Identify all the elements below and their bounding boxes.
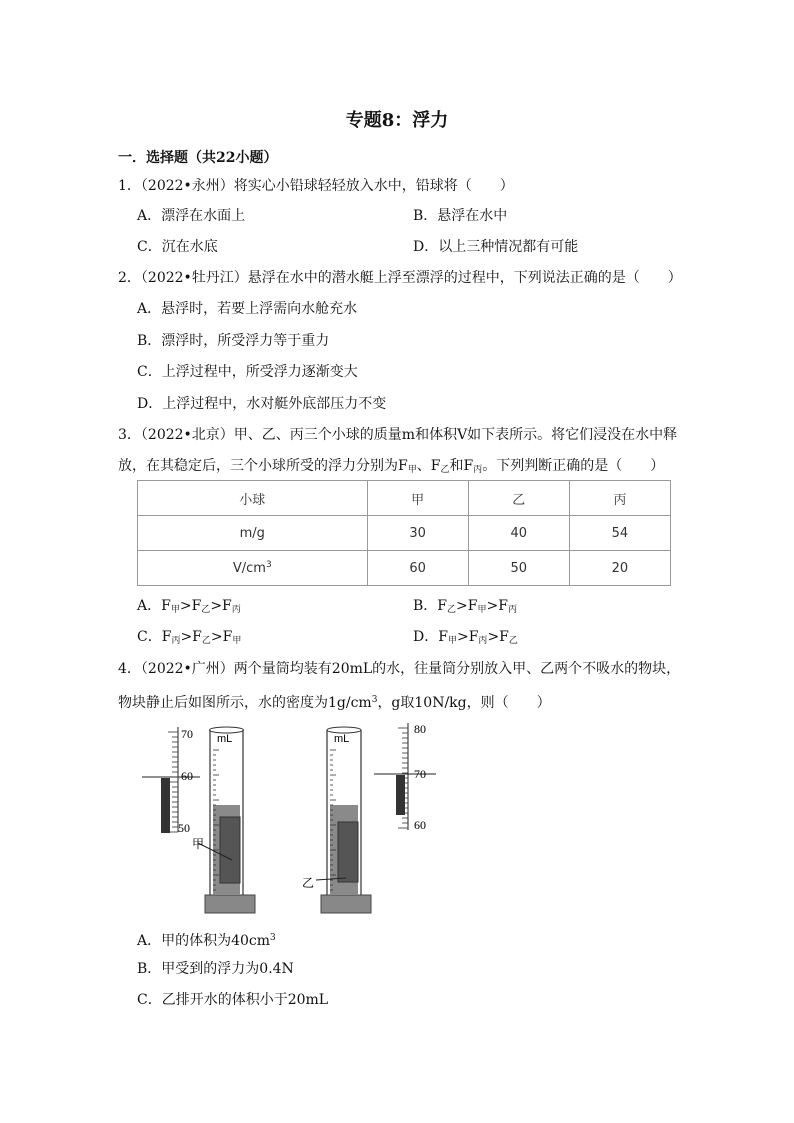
cylinder-unit-label: mL <box>217 733 233 745</box>
question-1-option-a: A．漂浮在水面上 <box>137 208 246 224</box>
question-3-option-c: C．$F_丙>F_乙>F_甲$ <box>137 629 242 646</box>
question-3-stem-line1: 3．（2022•北京）甲、乙、丙三个小球的质量m和体积V如下表所示。将它们浸没在水中释 <box>118 427 678 443</box>
table-cell: $V/cm^3$ <box>138 551 368 586</box>
question-3-option-d: D．$F_甲>F_丙>F_乙$ <box>413 629 518 646</box>
question-2-option-a: A．悬浮时，若要上浮需向水舱充水 <box>137 301 358 317</box>
right-scale-label-70: 70 <box>414 767 426 781</box>
question-4-stem-line2: 物块静止后如图所示，水的密度为$1g/cm^3$，g取10N/kg，则（ ） <box>118 695 551 711</box>
table-header-cell: 乙 <box>468 481 569 516</box>
right-scale-label-80: 80 <box>414 722 426 736</box>
left-scale-label-50: 50 <box>178 821 190 835</box>
table-cell: 60 <box>367 551 468 586</box>
question-3-stem-line2: 放，在其稳定后，三个小球所受的浮力分别为$F_甲$、$F_乙$和$F_丙$。下列判断正确的是（ ） <box>118 458 665 475</box>
table-header-cell: 小球 <box>138 481 368 516</box>
question-2-stem: 2．（2022•牡丹江）悬浮在水中的潜水艇上浮至漂浮的过程中，下列说法正确的是（ ） <box>118 270 682 286</box>
question-3-option-a: A．$F_甲>F_乙>F_丙$ <box>137 598 241 615</box>
question-1-option-b: B．悬浮在水中 <box>413 208 508 224</box>
question-1-stem: 1．（2022•永州）将实心小铅球轻轻放入水中，铅球将（ ） <box>118 178 514 194</box>
question-2-option-b: B．漂浮时，所受浮力等于重力 <box>137 333 330 349</box>
right-scale-zoom <box>374 722 436 832</box>
table-cell: 30 <box>367 516 468 551</box>
table-header-cell: 丙 <box>569 481 670 516</box>
right-scale-label-60: 60 <box>414 818 426 832</box>
table-cell: 50 <box>468 551 569 586</box>
question-1-option-d: D．以上三种情况都有可能 <box>413 239 579 255</box>
cylinder-unit-label: mL <box>334 733 350 745</box>
page-title: 专题8：浮力 <box>345 110 449 131</box>
question-3-option-b: B．$F_乙>F_甲>F_丙$ <box>413 598 517 615</box>
section-heading: 一．选择题（共22小题） <box>118 150 278 166</box>
question-2-option-d: D．上浮过程中，水对艇外底部压力不变 <box>137 396 387 412</box>
label-yi: 乙 <box>302 876 315 890</box>
question-4-option-a: A．甲的体积为$40cm^3$ <box>137 933 276 949</box>
cylinder-yi <box>302 727 371 913</box>
left-scale-zoom <box>142 727 200 835</box>
question-4-stem-line1: 4．（2022•广州）两个量筒均装有20mL的水，往量筒分别放入甲、乙两个不吸水的物块， <box>118 661 681 677</box>
question-2-option-c: C．上浮过程中，所受浮力逐渐变大 <box>137 364 358 380</box>
table-cell: 54 <box>569 516 670 551</box>
left-scale-label-70: 70 <box>181 727 193 741</box>
question-1-option-c: C．沉在水底 <box>137 239 218 255</box>
question-4-option-b: B．甲受到的浮力为0.4N <box>137 961 294 977</box>
label-jia: 甲 <box>192 837 205 851</box>
table-cell: 40 <box>468 516 569 551</box>
cylinder-jia <box>192 727 255 913</box>
left-scale-label-60: 60 <box>181 769 193 783</box>
table-cell: 20 <box>569 551 670 586</box>
question-4-option-c: C．乙排开水的体积小于20mL <box>137 992 329 1008</box>
table-header-cell: 甲 <box>367 481 468 516</box>
table-cell: m/g <box>138 516 368 551</box>
